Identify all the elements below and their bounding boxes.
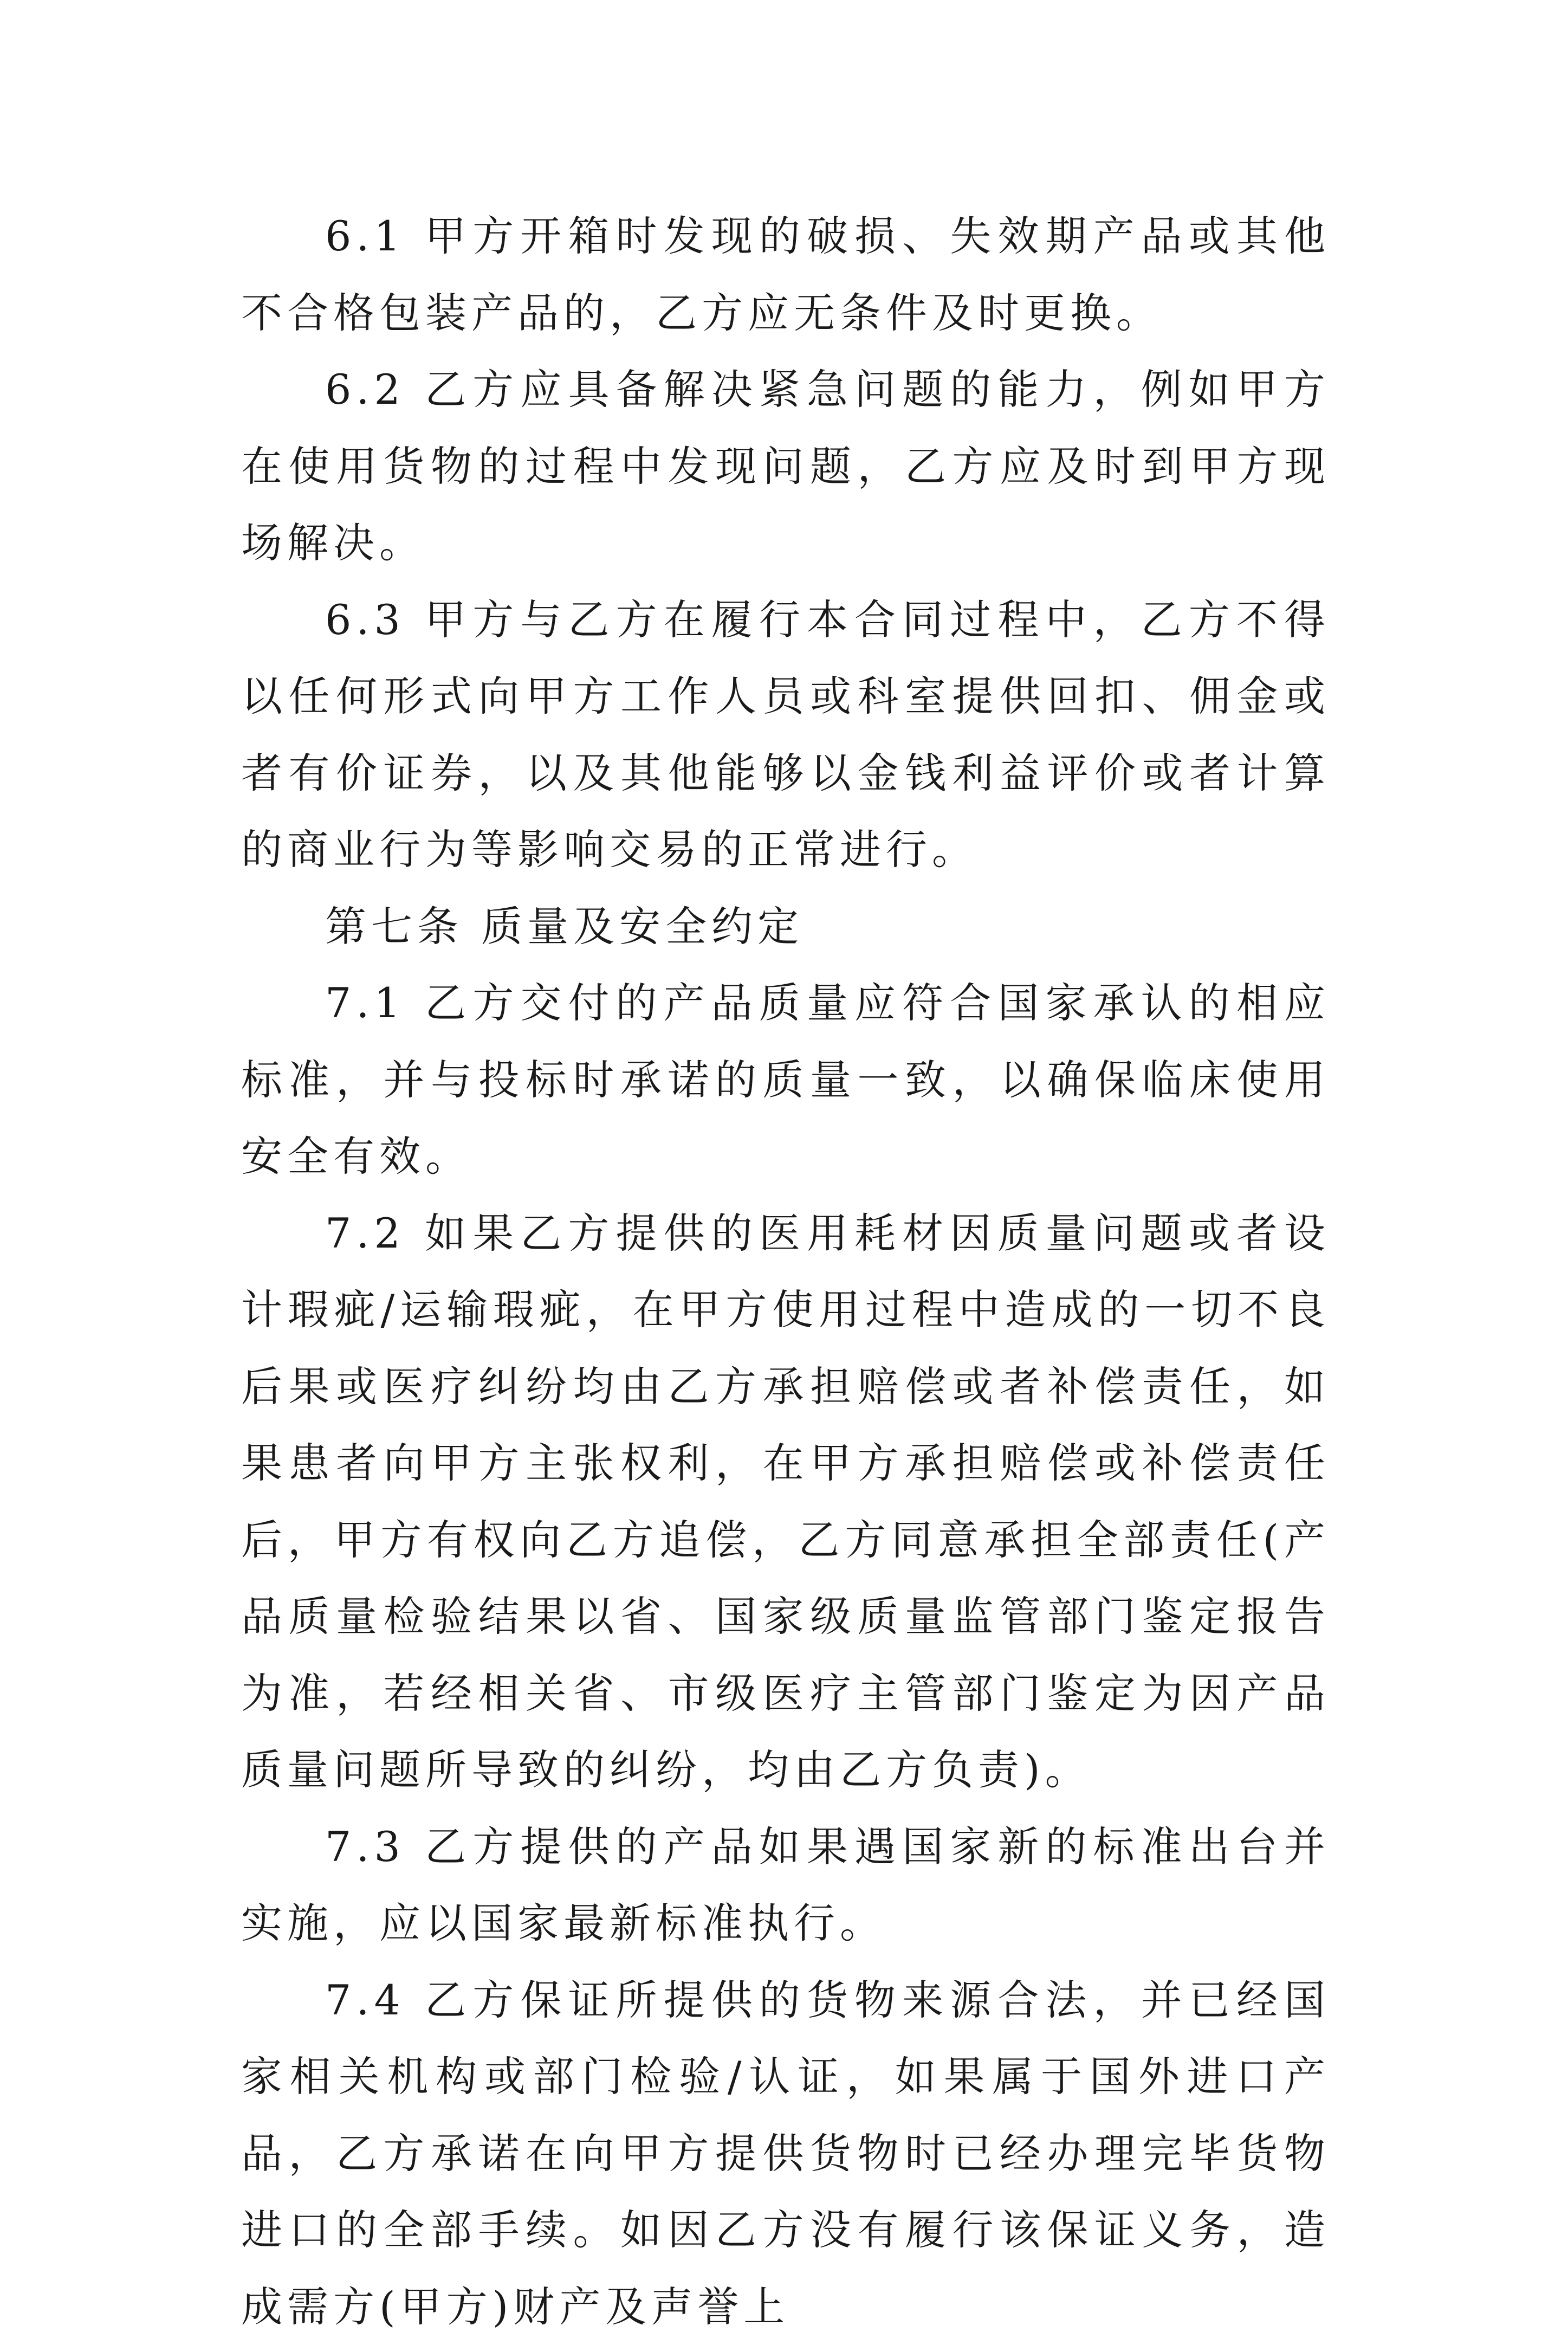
clause-7-2: 7.2 如果乙方提供的医用耗材因质量问题或者设计瑕疵/运输瑕疵，在甲方使用过程中造成的一切不良后果或医疗纠纷均由乙方承担赔偿或者补偿责任，如果患者向甲方主张权利，在甲方承担赔偿或补偿责任后，甲方有权向乙方追偿，乙方同意承担全部责任(产品质量检验结果以省、国家级质量监管部门鉴定报告为准，若经相关省、市级医疗主管部门鉴定为因产品质量问题所导致的纠纷，均由乙方负责)。: [241, 1195, 1330, 1808]
clause-6-3: 6.3 甲方与乙方在履行本合同过程中，乙方不得以任何形式向甲方工作人员或科室提供回扣、佣金或者有价证券，以及其他能够以金钱利益评价或者计算的商业行为等影响交易的正常进行。: [241, 582, 1330, 888]
document-body: [241, 198, 1330, 2345]
article-7-heading: 第七条 质量及安全约定: [241, 888, 1330, 965]
clause-7-3: 7.3 乙方提供的产品如果遇国家新的标准出台并实施，应以国家最新标准执行。: [241, 1808, 1330, 1962]
clause-7-4: 7.4 乙方保证所提供的货物来源合法，并已经国家相关机构或部门检验/认证，如果属于国外进口产品，乙方承诺在向甲方提供货物时已经办理完毕货物进口的全部手续。如因乙方没有履行该保证义务，造成需方(甲方)财产及声誉上: [241, 1962, 1330, 2345]
clause-6-1: 6.1 甲方开箱时发现的破损、失效期产品或其他不合格包装产品的，乙方应无条件及时更换。: [241, 198, 1330, 351]
clause-6-2: 6.2 乙方应具备解决紧急问题的能力，例如甲方在使用货物的过程中发现问题，乙方应及时到甲方现场解决。: [241, 351, 1330, 582]
clause-7-1: 7.1 乙方交付的产品质量应符合国家承认的相应标准，并与投标时承诺的质量一致，以确保临床使用安全有效。: [241, 965, 1330, 1195]
